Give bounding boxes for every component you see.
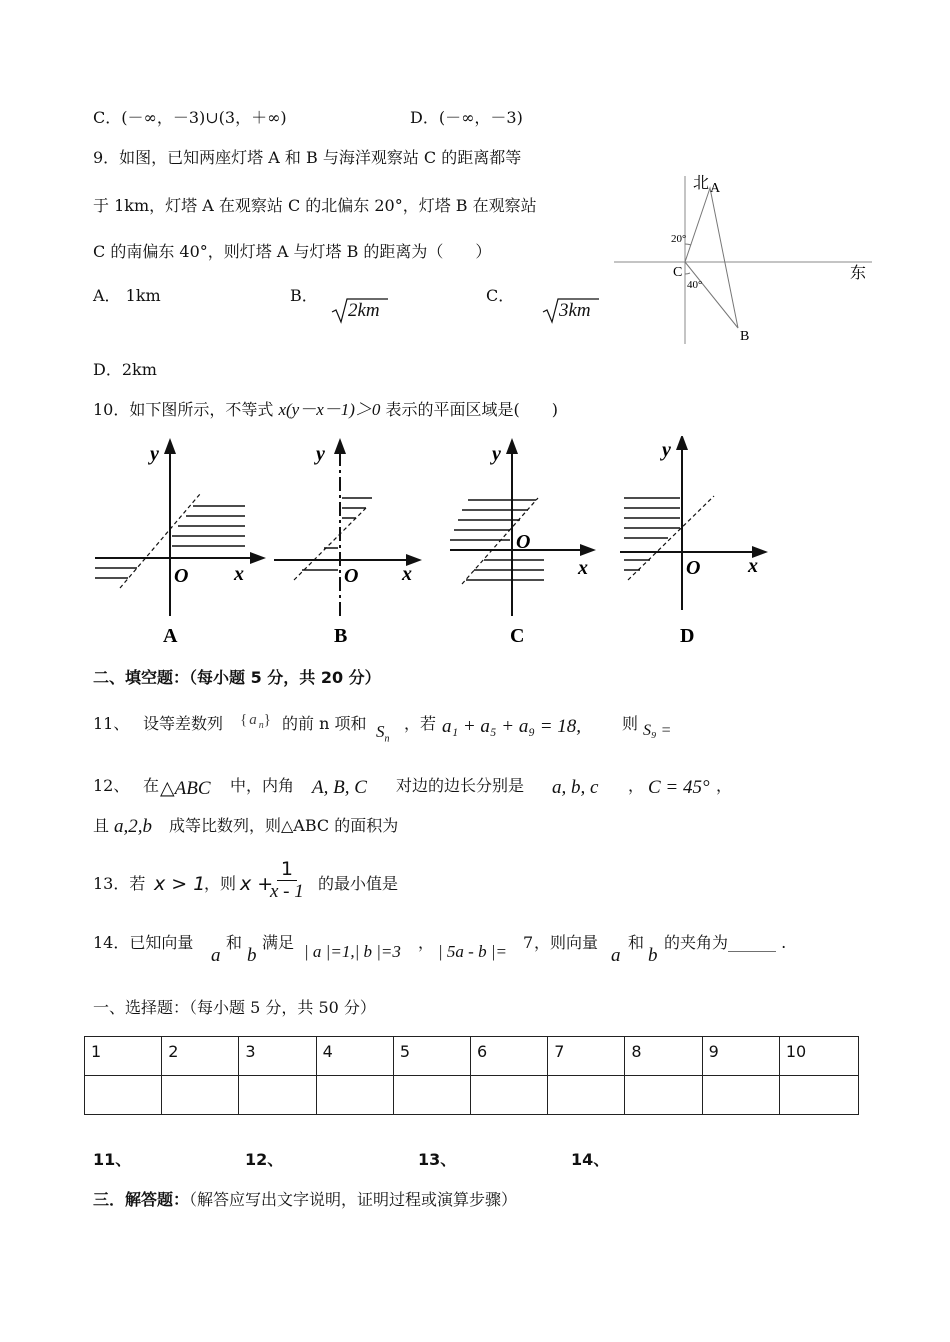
q12-text1: 在	[143, 776, 160, 795]
q10-stem-prefix: 10．如下图所示，不等式	[93, 400, 274, 419]
graph-c	[450, 443, 588, 647]
q14-vector-b2: b	[648, 945, 658, 966]
graph-c-x-label: x	[578, 557, 588, 579]
q8-option-d: D．(－∞，－3)	[410, 108, 523, 127]
q11-text4: 则	[622, 714, 639, 733]
q13-fraction	[266, 858, 308, 903]
graph-d	[620, 439, 760, 647]
q12-text4: ，	[628, 776, 645, 795]
answer-cell-9[interactable]	[702, 1076, 779, 1115]
q10-graphs	[90, 436, 780, 652]
q14-condition2: | 5a - b |=	[438, 942, 507, 961]
angle-a-label: 20°	[671, 233, 687, 245]
q13-expr: x +	[240, 873, 274, 895]
table-header-7: 7	[548, 1037, 625, 1076]
q14-vector-b: b	[247, 945, 257, 966]
graph-b-y-label: y	[316, 443, 325, 465]
table-row	[85, 1037, 859, 1076]
q12-sides: a, b, c	[552, 777, 599, 798]
q12-text3: 对边的边长分别是	[396, 776, 525, 795]
graph-c-origin-label: O	[516, 531, 531, 553]
angle-arc-b	[685, 273, 690, 274]
table-header-8: 8	[625, 1037, 702, 1076]
section3-heading	[93, 1190, 517, 1210]
graph-a	[95, 443, 258, 647]
east-label: 东	[850, 265, 867, 282]
q14-condition2-value: 7	[523, 933, 534, 952]
q11-sequence: { a $_n$}	[240, 712, 271, 731]
point-b-label: B	[740, 329, 750, 344]
point-c-label: C	[673, 265, 683, 280]
q14-text3: 的夹角为______ .	[664, 933, 787, 952]
q9-line2: 于 1km，灯塔 A 在观察站 C 的北偏东 20°，灯塔 B 在观察站	[93, 196, 537, 215]
q11-number: 11、	[93, 714, 130, 733]
q13-fraction-numerator: 1	[277, 858, 297, 881]
table-row	[85, 1076, 859, 1115]
answer-cell-10[interactable]	[779, 1076, 858, 1115]
q11-sequence-sub: n	[258, 720, 264, 731]
answer-cell-7[interactable]	[548, 1076, 625, 1115]
q13-condition: x > 1	[154, 873, 206, 895]
q12-text5: ，	[716, 776, 733, 795]
q14-vector-a: a	[211, 945, 221, 966]
q11-text1: 设等差数列	[143, 714, 224, 733]
q11-target: S₉ =	[643, 722, 672, 739]
q14-comma: ，	[418, 933, 435, 952]
q12-text2: 中，内角	[230, 776, 295, 795]
answer-cell-6[interactable]	[471, 1076, 548, 1115]
section3-note: （解答应写出文字说明，证明过程或演算步骤）	[189, 1190, 518, 1209]
table-header-1: 1	[85, 1037, 162, 1076]
answer-label-11: 11、	[93, 1150, 132, 1169]
graph-b-label: B	[334, 625, 348, 647]
q12-line2-seq: a,2,b	[114, 816, 152, 837]
q11-sequence-a: a	[249, 712, 257, 728]
q12-angles: A, B, C	[312, 777, 367, 798]
q14-text2: ，则向量	[534, 933, 599, 952]
answer-cell-3[interactable]	[239, 1076, 316, 1115]
q13-text2: 的最小值是	[318, 874, 399, 893]
q12-number: 12、	[93, 776, 130, 795]
table-header-2: 2	[162, 1037, 239, 1076]
section1-title: 一、选择题：（每小题 5 分，共 50 分）	[93, 998, 376, 1017]
graph-a-origin-label: O	[174, 565, 189, 587]
q12-c-value: C = 45°	[648, 777, 710, 798]
q10-inequality: x(y－x－1)＞0	[278, 400, 381, 419]
q13-fraction-denominator: x - 1	[270, 881, 304, 902]
answer-label-13: 13、	[418, 1150, 457, 1169]
graph-c-y-label: y	[492, 443, 501, 465]
graph-a-y-label: y	[150, 443, 159, 465]
q14-and2: 和	[628, 933, 645, 952]
q9-option-c-text: 3km	[559, 300, 591, 321]
q8-option-c: C．(－∞，－3)∪(3，＋∞)	[93, 108, 287, 127]
section3-title: 三．解答题：	[93, 1190, 190, 1209]
q13-text1: ，则	[204, 874, 237, 893]
table-header-3: 3	[239, 1037, 316, 1076]
q12-line2-text: 成等比数列，则△ABC 的面积为	[169, 816, 399, 835]
q10-stem-suffix: 表示的平面区域是( )	[385, 400, 559, 419]
q9-line3: C 的南偏东 40°，则灯塔 A 与灯塔 B 的距离为（ ）	[93, 242, 492, 261]
graph-d-x-label: x	[748, 555, 758, 577]
answer-cell-1[interactable]	[85, 1076, 162, 1115]
graph-a-label: A	[163, 625, 178, 647]
q14-number: 14．已知向量	[93, 933, 194, 952]
q12-line2-prefix: 且	[93, 816, 110, 835]
graph-b-x-label: x	[402, 563, 412, 585]
graph-d-label: D	[680, 625, 695, 647]
q9-option-c-value	[541, 296, 601, 330]
graph-c-label: C	[510, 625, 525, 647]
answer-cell-2[interactable]	[162, 1076, 239, 1115]
table-header-6: 6	[471, 1037, 548, 1076]
q9-option-b-text: 2km	[348, 300, 380, 321]
graph-b	[274, 443, 414, 647]
q14-condition1: | a |=1,| b |=3	[304, 942, 401, 961]
triangle-abc	[685, 188, 738, 328]
north-label: 北	[693, 175, 710, 192]
q11-text3: ，若	[404, 714, 437, 733]
q9-option-a: A． 1km	[93, 286, 161, 305]
q11-sn-s: S	[376, 722, 385, 741]
q11-condition: a₁ + a₅ + a₉ = 18,	[442, 716, 582, 737]
answer-cell-4[interactable]	[316, 1076, 393, 1115]
q9-figure	[610, 168, 880, 348]
q14-vector-a2: a	[611, 945, 621, 966]
answer-cell-8[interactable]	[625, 1076, 702, 1115]
answer-label-12: 12、	[245, 1150, 284, 1169]
q14-text1: 满足	[262, 933, 295, 952]
q12-triangle: △ABC	[160, 778, 211, 799]
q11-text2: 的前 n 项和	[282, 714, 367, 733]
angle-b-label: 40°	[687, 279, 703, 291]
graph-a-x-label: x	[234, 563, 244, 585]
section2-title: 二、填空题：（每小题 5 分，共 20 分）	[93, 668, 381, 687]
q11-sn-sub: n	[384, 733, 390, 745]
q13-number: 13．若	[93, 874, 146, 893]
q9-line1: 9．如图，已知两座灯塔 A 和 B 与海洋观察站 C 的距离都等	[93, 148, 522, 167]
graph-b-origin-label: O	[344, 565, 359, 587]
table-header-5: 5	[393, 1037, 470, 1076]
answer-table	[84, 1036, 859, 1115]
q10-stem	[93, 400, 558, 420]
q11-sn	[376, 722, 390, 744]
point-a-label: A	[710, 181, 721, 196]
q9-option-c: C．	[486, 286, 515, 305]
table-header-9: 9	[702, 1037, 779, 1076]
table-header-4: 4	[316, 1037, 393, 1076]
q9-option-d: D．2km	[93, 360, 157, 379]
answer-cell-5[interactable]	[393, 1076, 470, 1115]
q9-option-b-value	[330, 296, 390, 330]
q14-and: 和	[226, 933, 243, 952]
graph-d-origin-label: O	[686, 557, 701, 579]
graph-d-y-label: y	[662, 439, 671, 461]
answer-label-14: 14、	[571, 1150, 610, 1169]
q9-option-b: B．	[290, 286, 318, 305]
table-header-10: 10	[779, 1037, 858, 1076]
